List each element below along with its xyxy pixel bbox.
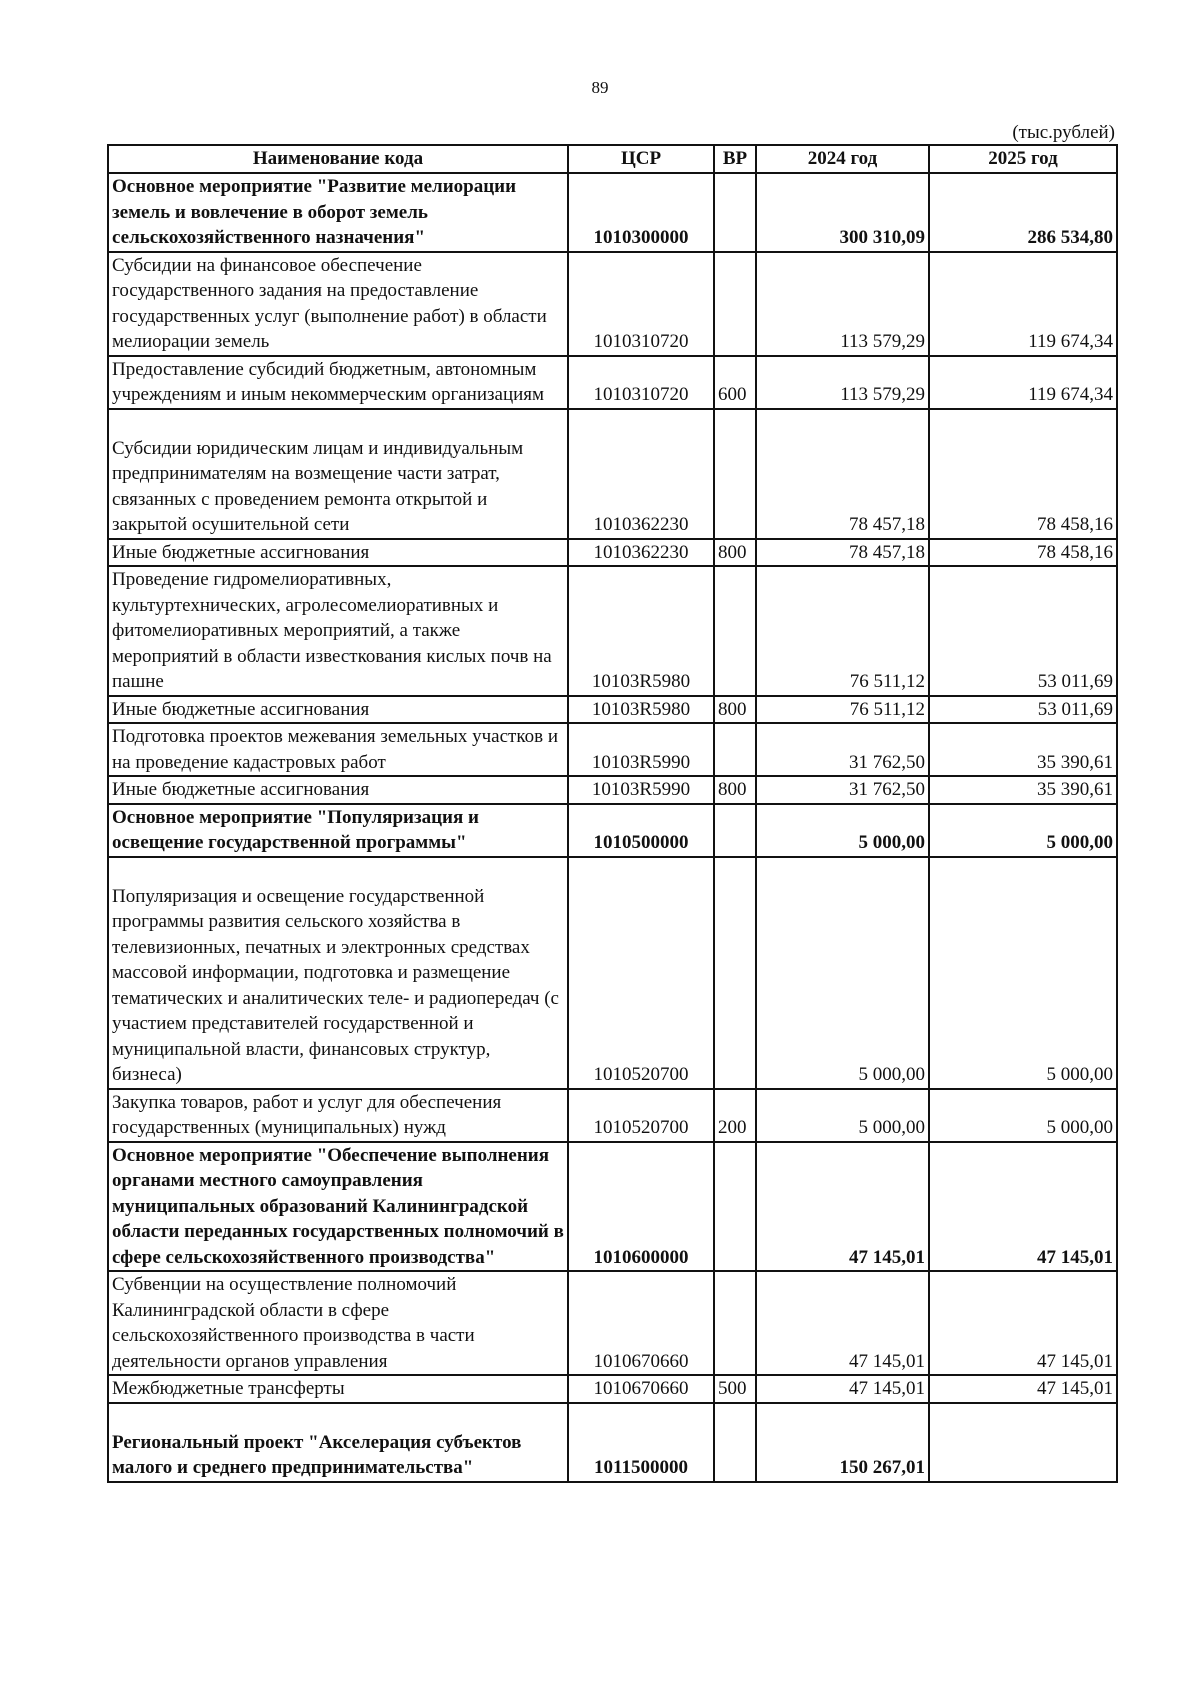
row-vr-cell: 600 (714, 356, 756, 409)
table-row (108, 1403, 1117, 1482)
header-csr: ЦСР (568, 145, 714, 173)
row-vr-cell (714, 566, 756, 696)
table-row (108, 1142, 1117, 1272)
table-row (108, 539, 1117, 567)
row-2025-cell: 47 145,01 (929, 1142, 1117, 1272)
row-2024-cell: 5 000,00 (756, 857, 929, 1089)
row-vr-cell: 800 (714, 539, 756, 567)
row-2024-cell: 76 511,12 (756, 696, 929, 724)
row-vr-cell: 200 (714, 1089, 756, 1142)
row-csr-cell: 1010520700 (568, 857, 714, 1089)
table-row (108, 696, 1117, 724)
row-2025-cell: 35 390,61 (929, 723, 1117, 776)
row-csr-cell: 1010520700 (568, 1089, 714, 1142)
row-2025-cell: 78 458,16 (929, 539, 1117, 567)
row-name-cell: Основное мероприятие "Популяризация и освещение государственной программы" (108, 804, 568, 857)
row-name-cell (108, 409, 568, 539)
row-vr-cell (714, 1271, 756, 1375)
row-2025-cell: 5 000,00 (929, 1089, 1117, 1142)
row-2024-cell: 78 457,18 (756, 409, 929, 539)
row-vr-cell (714, 409, 756, 539)
row-vr-cell: 500 (714, 1375, 756, 1403)
row-name-cell: Закупка товаров, работ и услуг для обеспечения государственных (муниципальных) нужд (108, 1089, 568, 1142)
budget-table (107, 144, 1118, 1483)
row-2024-cell: 31 762,50 (756, 723, 929, 776)
row-name-cell: Иные бюджетные ассигнования (108, 776, 568, 804)
table-row (108, 1089, 1117, 1142)
row-name-cell: Субвенции на осуществление полномочий Калининградской области в сфере сельскохозяйственного производства в части деятельности органов управления (108, 1271, 568, 1375)
row-name-cell: Основное мероприятие "Обеспечение выполнения органами местного самоуправления муниципальных образований Калининградской области переданных государственных полномочий в сфере сельскохозяйственного производства" (108, 1142, 568, 1272)
row-2024-cell: 76 511,12 (756, 566, 929, 696)
row-2025-cell: 47 145,01 (929, 1271, 1117, 1375)
row-2025-cell: 5 000,00 (929, 804, 1117, 857)
row-csr-cell: 1010670660 (568, 1375, 714, 1403)
row-vr-cell: 800 (714, 696, 756, 724)
row-csr-cell: 1010500000 (568, 804, 714, 857)
row-top-spacer (112, 1404, 564, 1430)
row-2025-cell: 286 534,80 (929, 173, 1117, 252)
row-csr-cell: 1010600000 (568, 1142, 714, 1272)
row-2025-cell: 53 011,69 (929, 696, 1117, 724)
row-vr-cell (714, 252, 756, 356)
row-vr-cell (714, 173, 756, 252)
row-name-cell: Межбюджетные трансферты (108, 1375, 568, 1403)
row-vr-cell (714, 804, 756, 857)
row-csr-cell: 1010310720 (568, 252, 714, 356)
row-csr-cell: 1010300000 (568, 173, 714, 252)
row-name-cell: Предоставление субсидий бюджетным, автономным учреждениям и иным некоммерческим организациям (108, 356, 568, 409)
row-2024-cell: 31 762,50 (756, 776, 929, 804)
row-vr-cell (714, 857, 756, 1089)
page-number: 89 (591, 78, 609, 97)
row-vr-cell (714, 1142, 756, 1272)
table-row (108, 409, 1117, 539)
row-csr-cell: 1010362230 (568, 409, 714, 539)
table-row (108, 252, 1117, 356)
header-name: Наименование кода (108, 145, 568, 173)
table-row (108, 1271, 1117, 1375)
row-name-text: Субсидии юридическим лицам и индивидуальным предпринимателям на возмещение части затрат, связанных с проведением ремонта открытой и закрытой осушительной сети (112, 437, 524, 535)
row-name-cell: Основное мероприятие "Развитие мелиорации земель и вовлечение в оборот земель сельскохозяйственного назначения" (108, 173, 568, 252)
row-2025-cell: 47 145,01 (929, 1375, 1117, 1403)
row-vr-cell (714, 723, 756, 776)
row-name-cell: Иные бюджетные ассигнования (108, 539, 568, 567)
row-csr-cell: 10103R5980 (568, 566, 714, 696)
table-row (108, 723, 1117, 776)
row-2024-cell: 5 000,00 (756, 1089, 929, 1142)
row-csr-cell: 10103R5980 (568, 696, 714, 724)
row-top-spacer (112, 858, 564, 884)
table-row (108, 356, 1117, 409)
row-csr-cell: 1011500000 (568, 1403, 714, 1482)
row-2024-cell: 113 579,29 (756, 252, 929, 356)
table-row (108, 566, 1117, 696)
row-name-cell (108, 1403, 568, 1482)
units-note: (тыс.рублей) (1012, 122, 1115, 143)
row-2024-cell: 150 267,01 (756, 1403, 929, 1482)
header-2025: 2025 год (929, 145, 1117, 173)
row-csr-cell: 1010310720 (568, 356, 714, 409)
row-name-cell: Субсидии на финансовое обеспечение государственного задания на предоставление государственных услуг (выполнение работ) в области мелиорации земель (108, 252, 568, 356)
row-csr-cell: 10103R5990 (568, 723, 714, 776)
table-row (108, 173, 1117, 252)
row-2024-cell: 47 145,01 (756, 1271, 929, 1375)
table-row (108, 804, 1117, 857)
header-vr: ВР (714, 145, 756, 173)
header-2024: 2024 год (756, 145, 929, 173)
row-name-text: Региональный проект "Акселерация субъектов малого и среднего предпринимательства" (112, 1431, 522, 1478)
row-2024-cell: 78 457,18 (756, 539, 929, 567)
row-2025-cell: 119 674,34 (929, 252, 1117, 356)
table-row (108, 857, 1117, 1089)
row-2025-cell: 35 390,61 (929, 776, 1117, 804)
table-header-row (108, 145, 1117, 173)
row-name-cell (108, 857, 568, 1089)
row-top-spacer (112, 410, 564, 436)
row-2025-cell: 5 000,00 (929, 857, 1117, 1089)
row-2024-cell: 5 000,00 (756, 804, 929, 857)
row-csr-cell: 1010362230 (568, 539, 714, 567)
row-2024-cell: 113 579,29 (756, 356, 929, 409)
row-name-cell: Проведение гидромелиоративных, культуртехнических, агролесомелиоративных и фитомелиоративных мероприятий, а также мероприятий в области известкования кислых почв на пашне (108, 566, 568, 696)
row-csr-cell: 10103R5990 (568, 776, 714, 804)
row-2024-cell: 47 145,01 (756, 1375, 929, 1403)
row-2025-cell: 119 674,34 (929, 356, 1117, 409)
table-body (108, 173, 1117, 1482)
table-row (108, 1375, 1117, 1403)
row-2025-cell: 78 458,16 (929, 409, 1117, 539)
row-2024-cell: 300 310,09 (756, 173, 929, 252)
row-vr-cell (714, 1403, 756, 1482)
row-name-cell: Иные бюджетные ассигнования (108, 696, 568, 724)
row-2024-cell: 47 145,01 (756, 1142, 929, 1272)
row-csr-cell: 1010670660 (568, 1271, 714, 1375)
row-2025-cell: 53 011,69 (929, 566, 1117, 696)
row-2025-cell (929, 1403, 1117, 1482)
row-name-text: Популяризация и освещение государственной программы развития сельского хозяйства в телевизионных, печатных и электронных средствах массовой информации, подготовка и размещение тематических и аналитических теле- и радиопередач (с участием представителей государственной и муниципальной власти, финансовых структур, бизнеса) (112, 885, 559, 1085)
table-row (108, 776, 1117, 804)
row-name-cell: Подготовка проектов межевания земельных участков и на проведение кадастровых работ (108, 723, 568, 776)
row-vr-cell: 800 (714, 776, 756, 804)
